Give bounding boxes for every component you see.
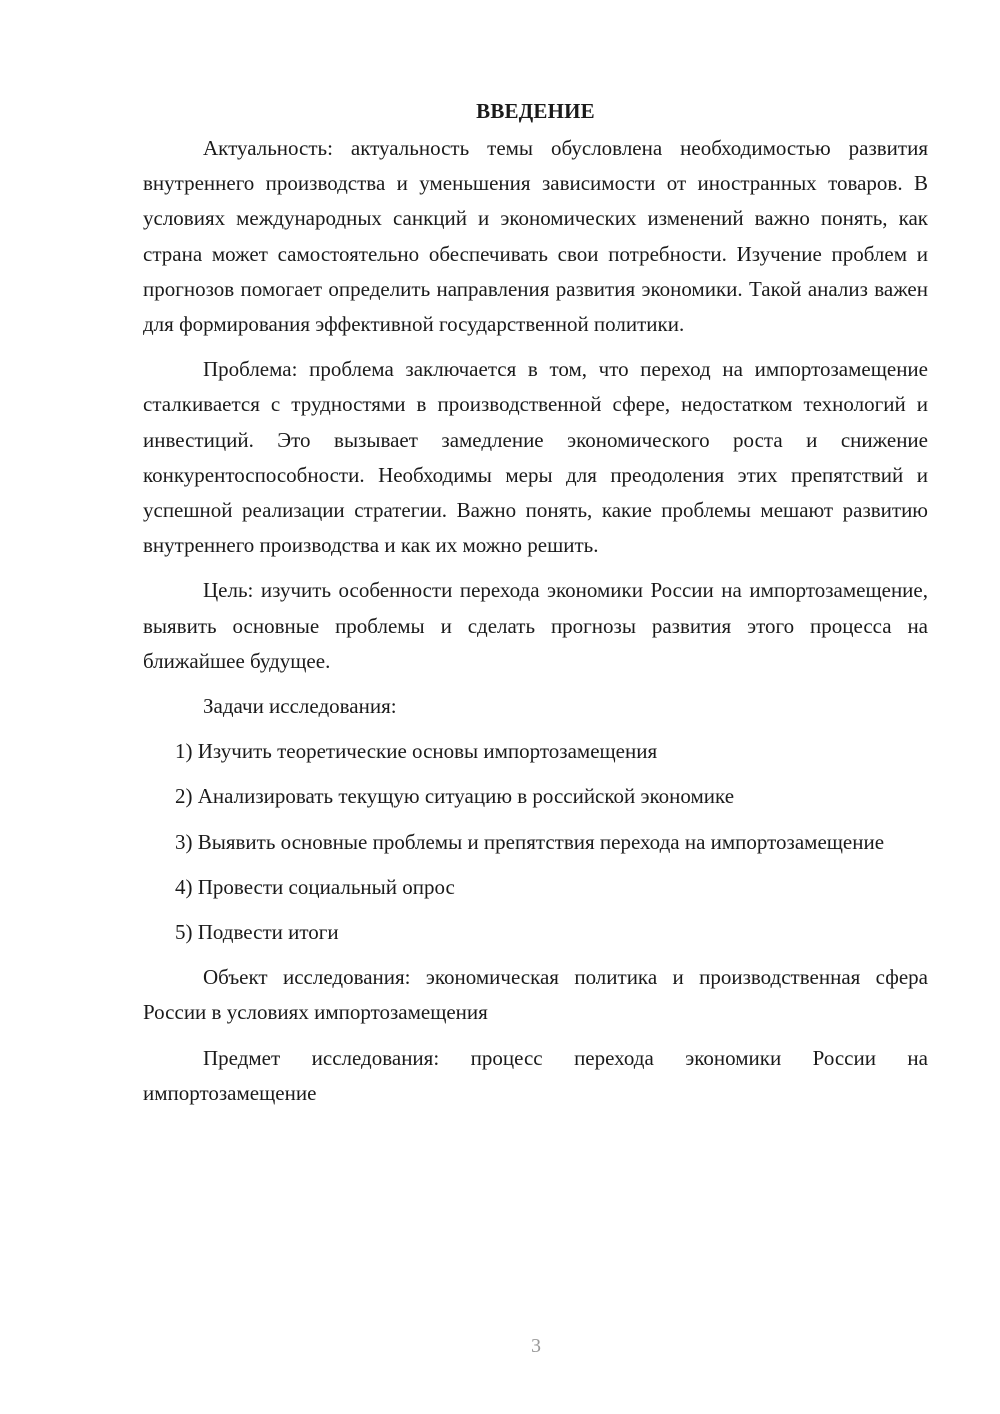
paragraph-object: Объект исследования: экономическая политика и производственная сфера России в условиях импортозамещения	[143, 965, 928, 1025]
list-item: 4) Провести социальный опрос	[175, 874, 455, 899]
tasks-list	[143, 734, 928, 950]
page-number: 3	[531, 1335, 541, 1357]
paragraph-subject: Предмет исследования: процесс перехода экономики России на импортозамещение	[143, 1045, 928, 1105]
paragraph-goal: Цель: изучить особенности перехода экономики России на импортозамещение, выявить основные проблемы и сделать прогнозы развития этого процесса на ближайшее будущее.	[143, 578, 928, 673]
tasks-heading: Задачи исследования:	[203, 694, 397, 719]
list-item: 5) Подвести итоги	[175, 920, 339, 945]
list-item: 3) Выявить основные проблемы и препятствия перехода на импортозамещение	[175, 829, 885, 854]
section-title: ВВЕДЕНИЕ	[476, 99, 595, 123]
paragraph-problem: Проблема: проблема заключается в том, что переход на импортозамещение сталкивается с трудностями в производственной сфере, недостатком технологий и инвестиций. Это вызывает замедление экономического роста и снижение конкурентоспособности. Необходимы меры для преодоления этих препятствий и успешной реализации стратегии. Важно понять, какие проблемы мешают развитию внутреннего производства и как их можно решить.	[143, 357, 928, 558]
list-item: 1) Изучить теоретические основы импортозамещения	[175, 739, 658, 764]
paragraph-relevance: Актуальность: актуальность темы обусловлена необходимостью развития внутреннего производства и уменьшения зависимости от иностранных товаров. В условиях международных санкций и экономических изменений важно понять, как страна может самостоятельно обеспечивать свои потребности. Изучение проблем и прогнозов помогает определить направления развития экономики. Такой анализ важен для формирования эффективной государственной политики.	[143, 136, 928, 337]
list-item: 2) Анализировать текущую ситуацию в российской экономике	[175, 784, 735, 809]
page-content	[143, 96, 928, 1121]
